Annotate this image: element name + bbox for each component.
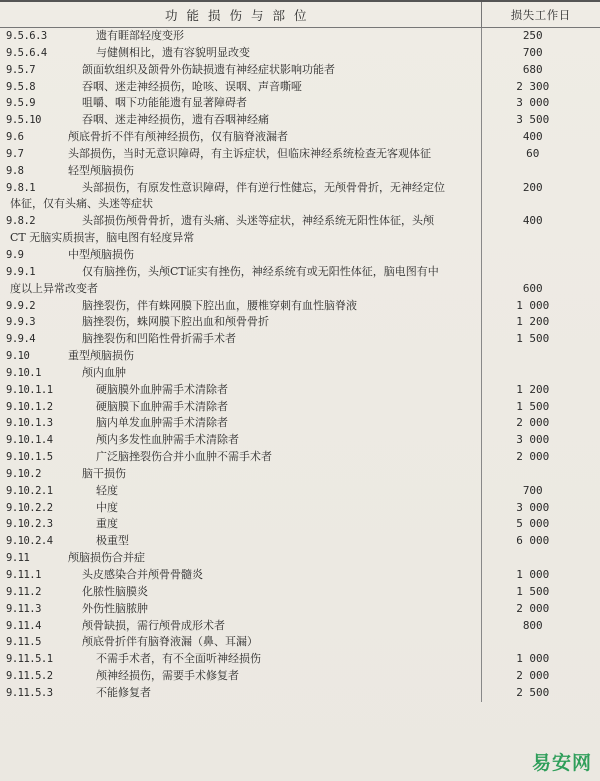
row-text: 吞咽、迷走神经损伤，呛咳、误咽、声音嘶哑 (82, 79, 302, 93)
row-lost-workdays (481, 196, 600, 213)
table-row (0, 466, 600, 483)
row-description (0, 180, 481, 197)
table-row (0, 634, 600, 651)
row-lost-workdays: 1 000 (481, 651, 600, 668)
table-row (0, 28, 600, 45)
row-description (0, 298, 481, 315)
row-lost-workdays: 600 (481, 281, 600, 298)
row-lost-workdays: 2 000 (481, 601, 600, 618)
row-description (0, 79, 481, 96)
row-code: 9.11.2 (6, 585, 41, 598)
table-header-row (0, 1, 600, 28)
row-text: 仅有脑挫伤，头颅CT证实有挫伤，神经系统有或无阳性体征，脑电图有中 (82, 264, 439, 278)
row-text: 遗有睚部轻度变形 (96, 29, 184, 42)
row-code: 9.8.2 (6, 215, 36, 228)
row-text: 脑干损伤 (82, 466, 126, 480)
row-lost-workdays: 3 000 (481, 95, 600, 112)
table-row (0, 45, 600, 62)
row-code: 9.10 (6, 350, 30, 363)
row-description (0, 230, 481, 247)
row-code: 9.11.5 (6, 636, 41, 649)
row-description (0, 415, 481, 432)
row-code: 9.9 (6, 248, 24, 261)
table-row (0, 163, 600, 180)
table-row (0, 399, 600, 416)
row-code: 9.10.1.4 (6, 434, 53, 447)
row-description (0, 146, 481, 163)
row-description (0, 62, 481, 79)
row-code: 9.9.1 (6, 265, 36, 278)
row-lost-workdays: 3 500 (481, 112, 600, 129)
row-text: 中度 (96, 500, 118, 514)
row-text: 极重型 (96, 534, 129, 548)
row-description (0, 634, 481, 651)
row-code: 9.10.1.2 (6, 400, 53, 413)
row-text: 脑挫裂伤，伴有蛛网膜下腔出血，腰椎穿刺有血性脑脊液 (82, 298, 357, 312)
row-description (0, 314, 481, 331)
table-body (0, 28, 600, 702)
row-text: 度以上异常改变者 (10, 281, 98, 295)
row-text: 颅内血肿 (82, 365, 126, 379)
row-lost-workdays: 200 (481, 180, 600, 197)
row-code: 9.11.1 (6, 569, 41, 581)
table-row (0, 196, 600, 213)
row-description (0, 516, 481, 533)
row-text: 颅底骨折伴有脑脊液漏（鼻、耳漏） (82, 635, 258, 649)
row-text: 颅骨缺损，需行颅骨成形术者 (82, 618, 225, 632)
row-text: 硬脑膜下血肿需手术清除者 (96, 399, 228, 413)
row-description (0, 45, 481, 62)
table-row (0, 668, 600, 685)
row-code: 9.5.7 (6, 63, 36, 76)
row-lost-workdays: 680 (481, 62, 600, 79)
row-text: 轻型颅脑损伤 (68, 163, 134, 177)
row-text: 颅内多发性血肿需手术清除者 (96, 433, 239, 447)
row-text: CT 无脑实质损害，脑电图有轻度异常 (10, 231, 195, 245)
row-description (0, 213, 481, 230)
row-lost-workdays (481, 550, 600, 567)
row-lost-workdays: 1 500 (481, 399, 600, 416)
row-code: 9.11 (6, 552, 30, 565)
table-row (0, 95, 600, 112)
row-description (0, 567, 481, 584)
table-row (0, 314, 600, 331)
table-row (0, 685, 600, 702)
row-lost-workdays: 700 (481, 483, 600, 500)
row-lost-workdays: 400 (481, 129, 600, 146)
table-row (0, 62, 600, 79)
row-text: 体征，仅有头痛、头迷等症状 (10, 197, 153, 211)
row-code: 9.9.2 (6, 299, 36, 312)
row-text: 头皮感染合并颅骨骨髓炎 (82, 568, 203, 581)
row-lost-workdays: 1 200 (481, 382, 600, 399)
row-text: 与健侧相比，遗有容貌明显改变 (96, 45, 250, 59)
row-lost-workdays (481, 365, 600, 382)
row-lost-workdays: 2 000 (481, 668, 600, 685)
row-text: 头部损伤，当时无意识障碍，有主诉症状，但临床神经系统检查无客观体征 (68, 146, 431, 160)
row-code: 9.11.3 (6, 602, 41, 615)
table-row (0, 618, 600, 635)
row-lost-workdays: 6 000 (481, 533, 600, 550)
row-text: 咀嚼、咽下功能能遗有显著障碍者 (82, 96, 247, 110)
table-row (0, 516, 600, 533)
row-lost-workdays (481, 247, 600, 264)
row-lost-workdays: 5 000 (481, 516, 600, 533)
row-code: 9.10.1.5 (6, 451, 53, 464)
row-text: 不需手术者，有不全面听神经损伤 (96, 652, 261, 666)
row-text: 不能修复者 (96, 685, 151, 699)
row-description (0, 163, 481, 180)
table-row (0, 382, 600, 399)
row-description (0, 247, 481, 264)
row-code: 9.10.1.1 (6, 383, 53, 396)
row-description (0, 651, 481, 668)
row-lost-workdays (481, 634, 600, 651)
row-text: 头部损伤，有原发性意识障碍，伴有逆行性健忘，无颅骨骨折，无神经定位 (82, 180, 445, 194)
row-description (0, 550, 481, 567)
row-text: 脑挫裂伤和凹陷性骨折需手术者 (82, 332, 236, 346)
row-lost-workdays (481, 466, 600, 483)
table-row (0, 651, 600, 668)
row-code: 9.10.2 (6, 467, 41, 480)
row-text: 广泛脑挫裂伤合并小血肿不需手术者 (96, 450, 272, 464)
table-row (0, 298, 600, 315)
row-lost-workdays (481, 348, 600, 365)
table-row (0, 483, 600, 500)
row-description (0, 382, 481, 399)
row-description (0, 365, 481, 382)
row-description (0, 196, 481, 213)
row-description (0, 533, 481, 550)
table-row (0, 550, 600, 567)
row-text: 颅神经损伤，需要手术修复者 (96, 669, 239, 683)
table-row (0, 601, 600, 618)
row-description (0, 483, 481, 500)
row-description (0, 618, 481, 635)
row-description (0, 28, 481, 45)
row-lost-workdays: 250 (481, 28, 600, 45)
header-injury-site: 功能损伤与部位 (0, 1, 481, 28)
row-description (0, 584, 481, 601)
row-code: 9.10.2.1 (6, 484, 53, 497)
row-code: 9.11.4 (6, 619, 41, 632)
row-text: 吞咽、迷走神经损伤，遗有吞咽神经痛 (82, 113, 269, 127)
row-code: 9.11.5.3 (6, 686, 53, 699)
table-row (0, 230, 600, 247)
row-code: 9.9.4 (6, 333, 36, 346)
table-row (0, 348, 600, 365)
row-description (0, 331, 481, 348)
row-code: 9.5.6.4 (6, 46, 47, 59)
row-lost-workdays: 2 300 (481, 79, 600, 96)
row-lost-workdays (481, 163, 600, 180)
row-text: 头部损伤颅骨骨折，遗有头痛、头迷等症状，神经系统无阳性体征，头颅 (82, 214, 434, 228)
row-text: 颅底骨折不伴有颅神经损伤，仅有脑脊液漏者 (68, 130, 288, 144)
table-row (0, 213, 600, 230)
row-code: 9.5.9 (6, 97, 36, 110)
table-row (0, 365, 600, 382)
table-row (0, 449, 600, 466)
row-code: 9.6 (6, 131, 24, 144)
row-text: 硬脑膜外血肿需手术清除者 (96, 382, 228, 396)
row-description (0, 601, 481, 618)
row-description (0, 112, 481, 129)
row-lost-workdays: 1 500 (481, 584, 600, 601)
row-lost-workdays: 800 (481, 618, 600, 635)
table-row (0, 112, 600, 129)
row-description (0, 95, 481, 112)
row-description (0, 348, 481, 365)
row-code: 9.11.5.1 (6, 653, 53, 666)
row-text: 中型颅脑损伤 (68, 247, 134, 261)
row-text: 重度 (96, 517, 118, 531)
row-code: 9.10.1.3 (6, 417, 53, 430)
row-code: 9.9.3 (6, 316, 36, 329)
table-row (0, 264, 600, 281)
row-description (0, 466, 481, 483)
row-description (0, 264, 481, 281)
row-description (0, 399, 481, 416)
table-row (0, 79, 600, 96)
row-code: 9.5.8 (6, 80, 36, 93)
row-text: 颌面软组织及颌骨外伤缺损遗有神经症状影响功能者 (82, 62, 335, 76)
row-description (0, 281, 481, 298)
table-row (0, 281, 600, 298)
row-description (0, 449, 481, 466)
table-row (0, 247, 600, 264)
row-description (0, 500, 481, 517)
row-lost-workdays: 2 000 (481, 449, 600, 466)
row-description (0, 685, 481, 702)
table-row (0, 415, 600, 432)
row-lost-workdays: 700 (481, 45, 600, 62)
table-row (0, 129, 600, 146)
watermark-logo: 易安网 (531, 752, 592, 774)
row-code: 9.8 (6, 164, 24, 177)
table-row (0, 567, 600, 584)
row-text: 外伤性脑脓肿 (82, 601, 148, 615)
row-code: 9.5.10 (6, 114, 41, 127)
row-text: 重型颅脑损伤 (68, 349, 134, 363)
row-text: 颅脑损伤合并症 (68, 551, 145, 565)
table-row (0, 500, 600, 517)
row-lost-workdays (481, 264, 600, 281)
row-code: 9.10.2.4 (6, 535, 53, 548)
row-lost-workdays: 3 000 (481, 500, 600, 517)
row-lost-workdays: 1 500 (481, 331, 600, 348)
row-lost-workdays (481, 230, 600, 247)
row-code: 9.8.1 (6, 181, 36, 194)
row-code: 9.11.5.2 (6, 670, 53, 683)
row-lost-workdays: 2 000 (481, 415, 600, 432)
row-code: 9.10.2.3 (6, 518, 53, 531)
row-lost-workdays: 3 000 (481, 432, 600, 449)
table-row (0, 331, 600, 348)
row-description (0, 668, 481, 685)
row-text: 轻度 (96, 483, 118, 497)
row-code: 9.10.1 (6, 366, 41, 379)
row-text: 脑内单发血肿需手术清除者 (96, 416, 228, 430)
row-text: 脑挫裂伤，蛛网膜下腔出血和颅骨骨折 (82, 315, 269, 329)
row-description (0, 432, 481, 449)
row-description (0, 129, 481, 146)
row-lost-workdays: 2 500 (481, 685, 600, 702)
row-lost-workdays: 400 (481, 213, 600, 230)
row-lost-workdays: 1 000 (481, 298, 600, 315)
table-row (0, 180, 600, 197)
header-lost-workdays: 损失工作日 (481, 1, 600, 28)
table-row (0, 146, 600, 163)
row-lost-workdays: 1 000 (481, 567, 600, 584)
row-code: 9.7 (6, 147, 24, 160)
row-text: 化脓性脑膜炎 (82, 584, 148, 598)
row-lost-workdays: 60 (481, 146, 600, 163)
row-code: 9.5.6.3 (6, 30, 47, 42)
row-code: 9.10.2.2 (6, 501, 53, 514)
table-row (0, 584, 600, 601)
table-row (0, 432, 600, 449)
table-row (0, 533, 600, 550)
row-lost-workdays: 1 200 (481, 314, 600, 331)
